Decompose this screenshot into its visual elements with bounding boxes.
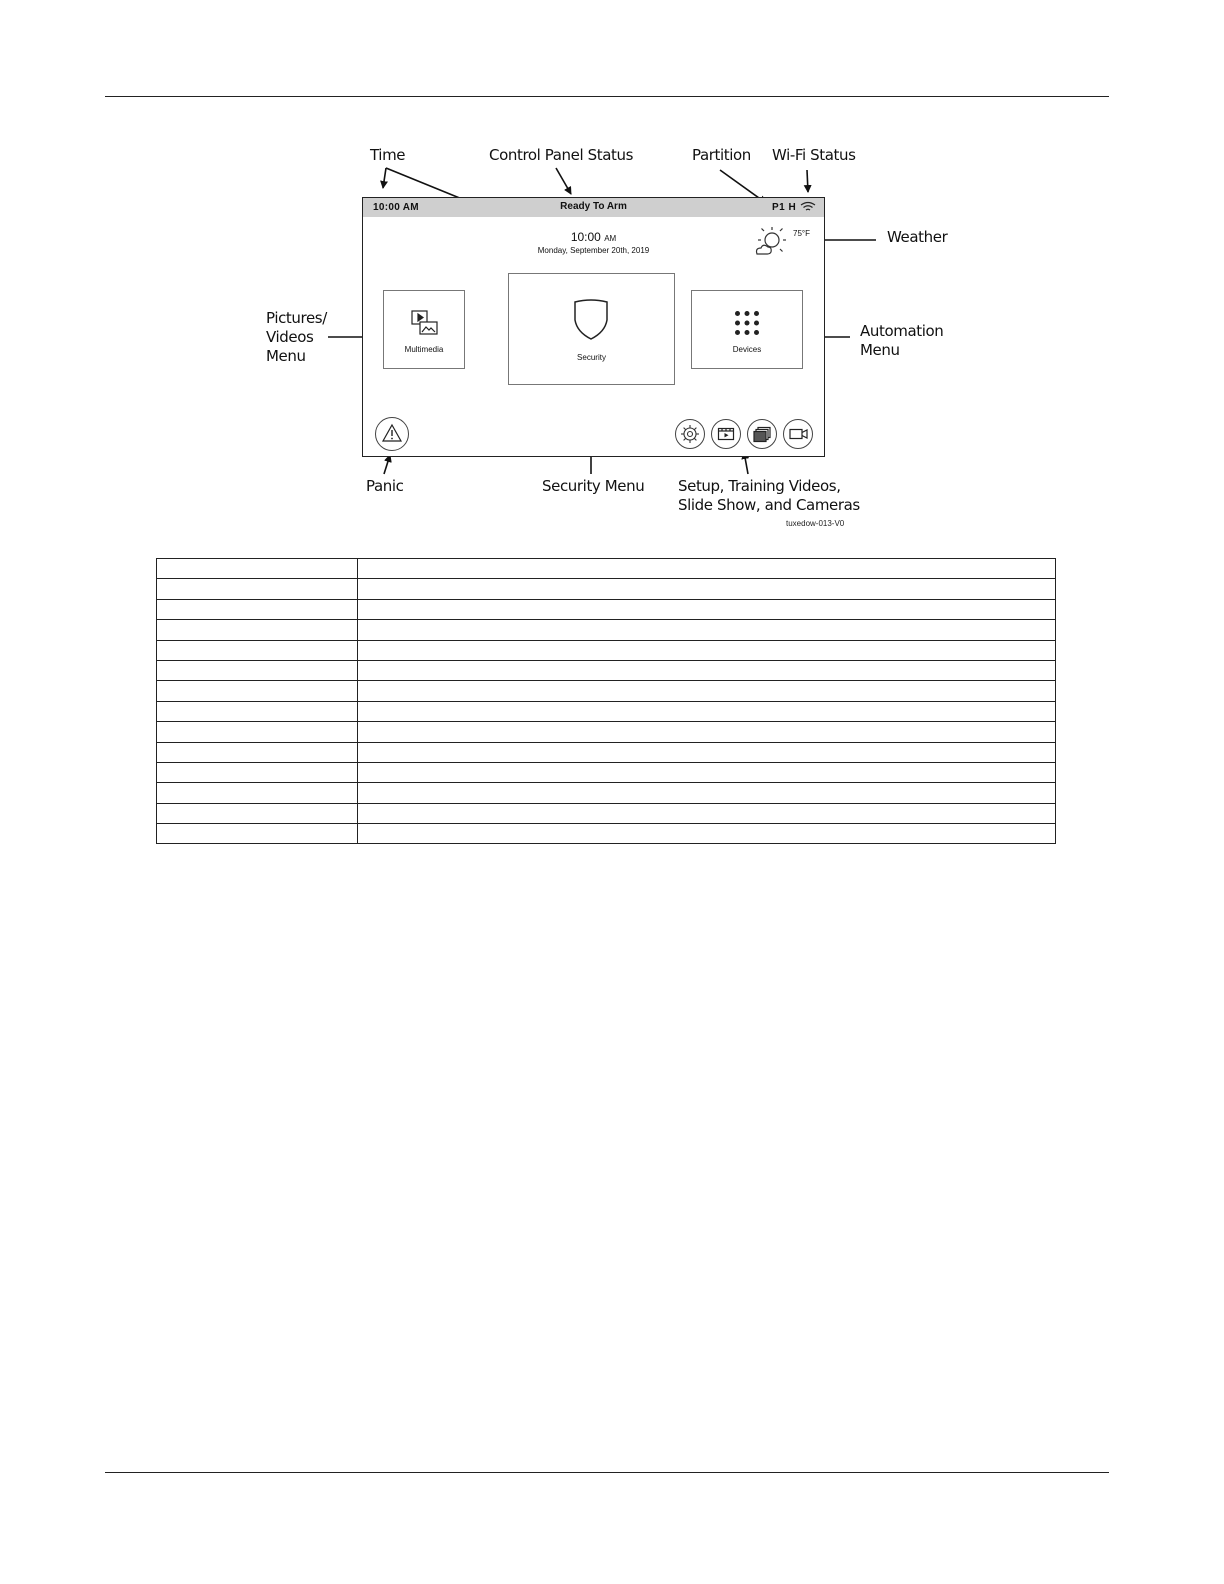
multimedia-label: Multimedia	[404, 345, 444, 354]
table-cell	[358, 599, 1056, 619]
callout-time: Time	[370, 146, 406, 164]
table-cell	[358, 783, 1056, 803]
status-bar	[363, 198, 824, 217]
devices-label: Devices	[732, 345, 762, 354]
arrow-time-statusbar	[383, 168, 386, 188]
table-cell	[358, 742, 1056, 762]
partition-indicator[interactable]: P1 H	[772, 202, 797, 213]
table-row	[157, 803, 1056, 823]
setup-button[interactable]	[675, 419, 705, 449]
table-cell	[358, 559, 1056, 579]
arrow-panic	[384, 455, 390, 474]
footer-rule	[105, 1472, 1109, 1473]
control-panel-status: Ready To Arm	[560, 201, 627, 212]
table-cell	[157, 640, 358, 660]
temperature: 75°F	[793, 229, 810, 238]
figure-id: tuxedow-013-V0	[786, 519, 845, 528]
security-label: Security	[577, 353, 606, 362]
multimedia-icon	[410, 309, 440, 339]
status-bar-time: 10:00 AM	[373, 202, 419, 213]
table-cell	[358, 803, 1056, 823]
devices-tile[interactable]	[691, 290, 803, 369]
table-row	[157, 722, 1056, 742]
table-cell	[157, 803, 358, 823]
video-camera-icon	[784, 420, 812, 448]
table-cell	[157, 559, 358, 579]
callout-security-menu: Security Menu	[542, 477, 645, 495]
table-cell	[358, 660, 1056, 680]
table-cell	[157, 824, 358, 844]
table-cell	[358, 579, 1056, 599]
table-row	[157, 701, 1056, 721]
table-cell	[358, 722, 1056, 742]
arrow-status	[556, 168, 571, 194]
callout-wifi-status: Wi-Fi Status	[772, 146, 856, 164]
table-row	[157, 640, 1056, 660]
table-row	[157, 579, 1056, 599]
table-row	[157, 824, 1056, 844]
table-row	[157, 762, 1056, 782]
table-cell	[157, 722, 358, 742]
clock-time: 10:00	[570, 230, 601, 244]
table-cell	[358, 681, 1056, 701]
callout-control-panel-status: Control Panel Status	[489, 146, 634, 164]
table-row	[157, 783, 1056, 803]
table-cell	[157, 620, 358, 640]
callout-weather: Weather	[887, 228, 948, 246]
callout-panic: Panic	[366, 477, 404, 495]
table-cell	[358, 620, 1056, 640]
callout-pictures-line-2: Videos	[266, 328, 314, 346]
table-cell	[157, 660, 358, 680]
table-cell	[157, 762, 358, 782]
table-cell	[157, 701, 358, 721]
table-cell	[157, 783, 358, 803]
table-cell	[157, 742, 358, 762]
table-row	[157, 559, 1056, 579]
wifi-icon	[800, 201, 816, 216]
callout-pictures-line-3: Menu	[266, 347, 306, 365]
table-cell	[157, 681, 358, 701]
cameras-button[interactable]	[783, 419, 813, 449]
callout-setup-line-1: Setup, Training Videos,	[678, 477, 841, 495]
callout-automation-line-1: Automation	[860, 322, 944, 340]
callout-pictures-line-1: Pictures/	[266, 309, 327, 327]
training-videos-button[interactable]	[711, 419, 741, 449]
video-window-icon	[712, 420, 740, 448]
table-cell	[358, 762, 1056, 782]
table-cell	[358, 824, 1056, 844]
callout-automation-line-2: Menu	[860, 341, 900, 359]
arrow-wifi	[807, 170, 808, 192]
header-rule	[105, 96, 1109, 97]
date-display: Monday, September 20th, 2019	[537, 246, 650, 255]
table-cell	[157, 599, 358, 619]
shield-icon	[571, 298, 611, 344]
control-panel-screen	[362, 197, 825, 457]
slides-icon	[748, 420, 776, 448]
warning-icon	[376, 418, 408, 450]
security-tile[interactable]	[508, 273, 675, 385]
multimedia-tile[interactable]	[383, 290, 465, 369]
table-row	[157, 620, 1056, 640]
panic-button[interactable]	[375, 417, 409, 451]
table-cell	[358, 701, 1056, 721]
gear-icon	[676, 420, 704, 448]
table-row	[157, 742, 1056, 762]
callout-setup-line-2: Slide Show, and Cameras	[678, 496, 860, 514]
table-row	[157, 681, 1056, 701]
grid-dots-icon	[734, 310, 760, 338]
table-cell	[358, 640, 1056, 660]
info-table	[156, 558, 1056, 844]
clock-ampm: AM	[604, 234, 617, 243]
slide-show-button[interactable]	[747, 419, 777, 449]
table-row	[157, 599, 1056, 619]
table-cell	[157, 579, 358, 599]
callout-partition: Partition	[692, 146, 751, 164]
partly-sunny-icon[interactable]	[753, 226, 789, 265]
table-row	[157, 660, 1056, 680]
